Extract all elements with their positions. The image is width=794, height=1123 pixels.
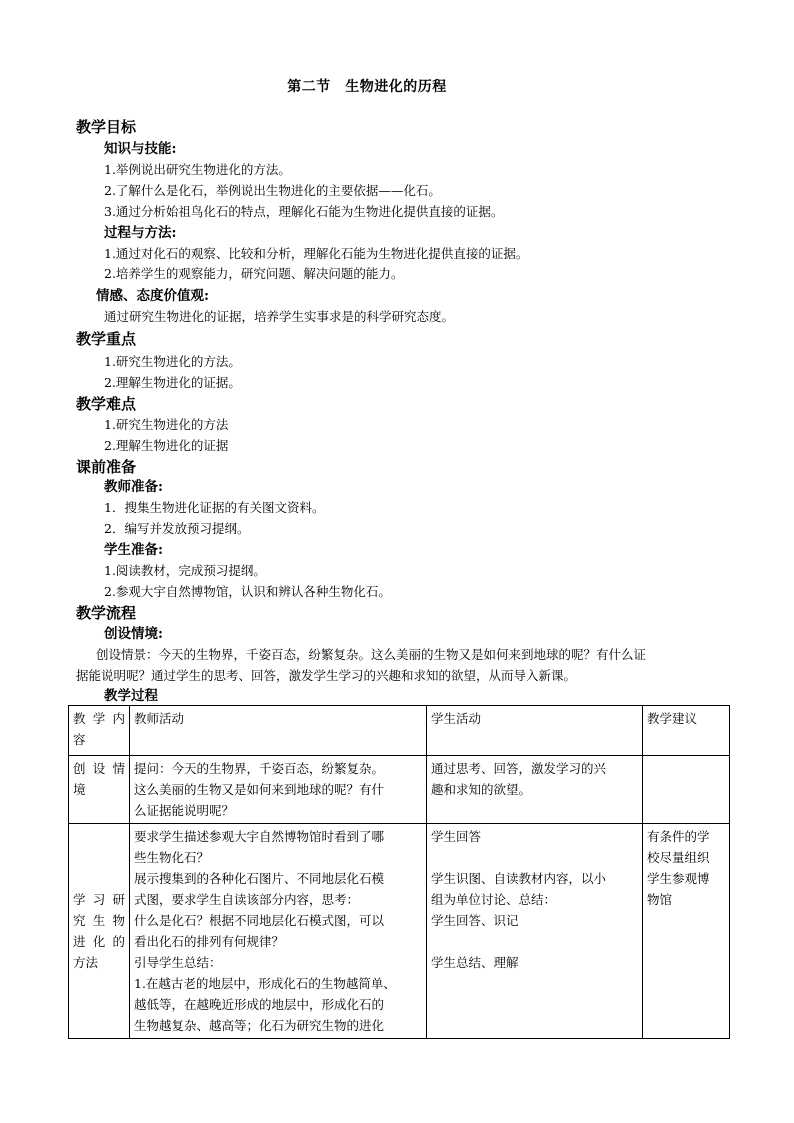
table-header-row [69, 706, 730, 756]
row-teacher-cell: 提问：今天的生物界，千姿百态，纷繁复杂。 这么美丽的生物又是如何来到地球的呢？有什 么证据能说明呢？ [130, 756, 427, 824]
process-table-heading: 教学过程 [104, 688, 158, 704]
header-cell-content: 教学内 容 [69, 706, 130, 756]
lesson-process-table [68, 705, 730, 1039]
key-point-item: 1.研究生物进化的方法。 [104, 354, 241, 369]
row-content-cell: 学习研 究生物 进化的 方法 [69, 824, 130, 1039]
row-teacher-cell: 要求学生描述参观大宇自然博物馆时看到了哪 些生物化石？ 展示搜集到的各种化石图片、不同地层化石模 式图，要求学生自读该部分内容，思考： 什么是化石？根据不同地层化石模式图，可以 看出化石的排列有何规律？ 引导学生总结： 1.在越古老的地层中，形成化石的生物越简单、 越低等，在越晚近形成的地层中，形成化石的 生物越复杂、越高等；化石为研究生物的进化 [130, 824, 427, 1039]
knowledge-item: 3.通过分析始祖鸟化石的特点，理解化石能为生物进化提供直接的证据。 [104, 204, 504, 219]
header-cell-teacher: 教师活动 [130, 706, 427, 756]
teacher-prep-item: 1．搜集生物进化证据的有关图文资料。 [104, 500, 325, 515]
key-point-item: 2.理解生物进化的证据。 [104, 375, 241, 390]
process-item: 1.通过对化石的观察、比较和分析，理解化石能为生物进化提供直接的证据。 [104, 246, 529, 261]
key-points-heading: 教学重点 [76, 330, 137, 348]
teacher-prep-heading: 教师准备: [104, 479, 163, 495]
row-advice-cell: 有条件的学 校尽量组织 学生参观博 物馆 [643, 824, 730, 1039]
header-cell-student: 学生活动 [427, 706, 643, 756]
objectives-heading: 教学目标 [76, 118, 137, 136]
difficulties-heading: 教学难点 [76, 395, 137, 413]
header-cell-advice: 教学建议 [643, 706, 730, 756]
student-prep-heading: 学生准备: [104, 542, 163, 558]
process-heading: 过程与方法: [104, 225, 177, 241]
flow-heading: 教学流程 [76, 604, 137, 622]
knowledge-item: 2.了解什么是化石，举例说出生物进化的主要依据——化石。 [104, 183, 441, 198]
page-title: 第二节 生物进化的历程 [287, 79, 447, 95]
process-item: 2.培养学生的观察能力，研究问题、解决问题的能力。 [104, 266, 404, 281]
student-prep-item: 1.阅读教材，完成预习提纲。 [104, 563, 266, 578]
scenario-line: 创设情景：今天的生物界，千姿百态，纷繁复杂。这么美丽的生物又是如何来到地球的呢？有什么证 [96, 647, 647, 662]
table-row [69, 756, 730, 824]
scenario-line: 据能说明呢？通过学生的思考、回答，激发学生学习的兴趣和求知的欲望，从而导入新课。 [76, 668, 577, 683]
row-advice-cell [643, 756, 730, 824]
knowledge-item: 1.举例说出研究生物进化的方法。 [104, 162, 291, 177]
difficulty-item: 1.研究生物进化的方法 [104, 417, 229, 432]
student-prep-item: 2.参观大宇自然博物馆，认识和辨认各种生物化石。 [104, 584, 391, 599]
row-student-cell: 通过思考、回答，激发学习的兴 趣和求知的欲望。 [427, 756, 643, 824]
row-content-cell: 创设情 境 [69, 756, 130, 824]
preparation-heading: 课前准备 [76, 458, 137, 476]
table-row [69, 824, 730, 1039]
teacher-prep-item: 2．编写并发放预习提纲。 [104, 521, 250, 536]
row-student-cell: 学生回答 学生识图、自读教材内容，以小 组为单位讨论、总结： 学生回答、识记 学生总结、理解 [427, 824, 643, 1039]
scenario-heading: 创设情境: [104, 626, 163, 642]
emotion-item: 通过研究生物进化的证据，培养学生实事求是的科学研究态度。 [104, 309, 455, 324]
difficulty-item: 2.理解生物进化的证据 [104, 438, 229, 453]
knowledge-heading: 知识与技能: [104, 141, 177, 157]
emotion-heading: 情感、态度价值观: [96, 288, 209, 304]
